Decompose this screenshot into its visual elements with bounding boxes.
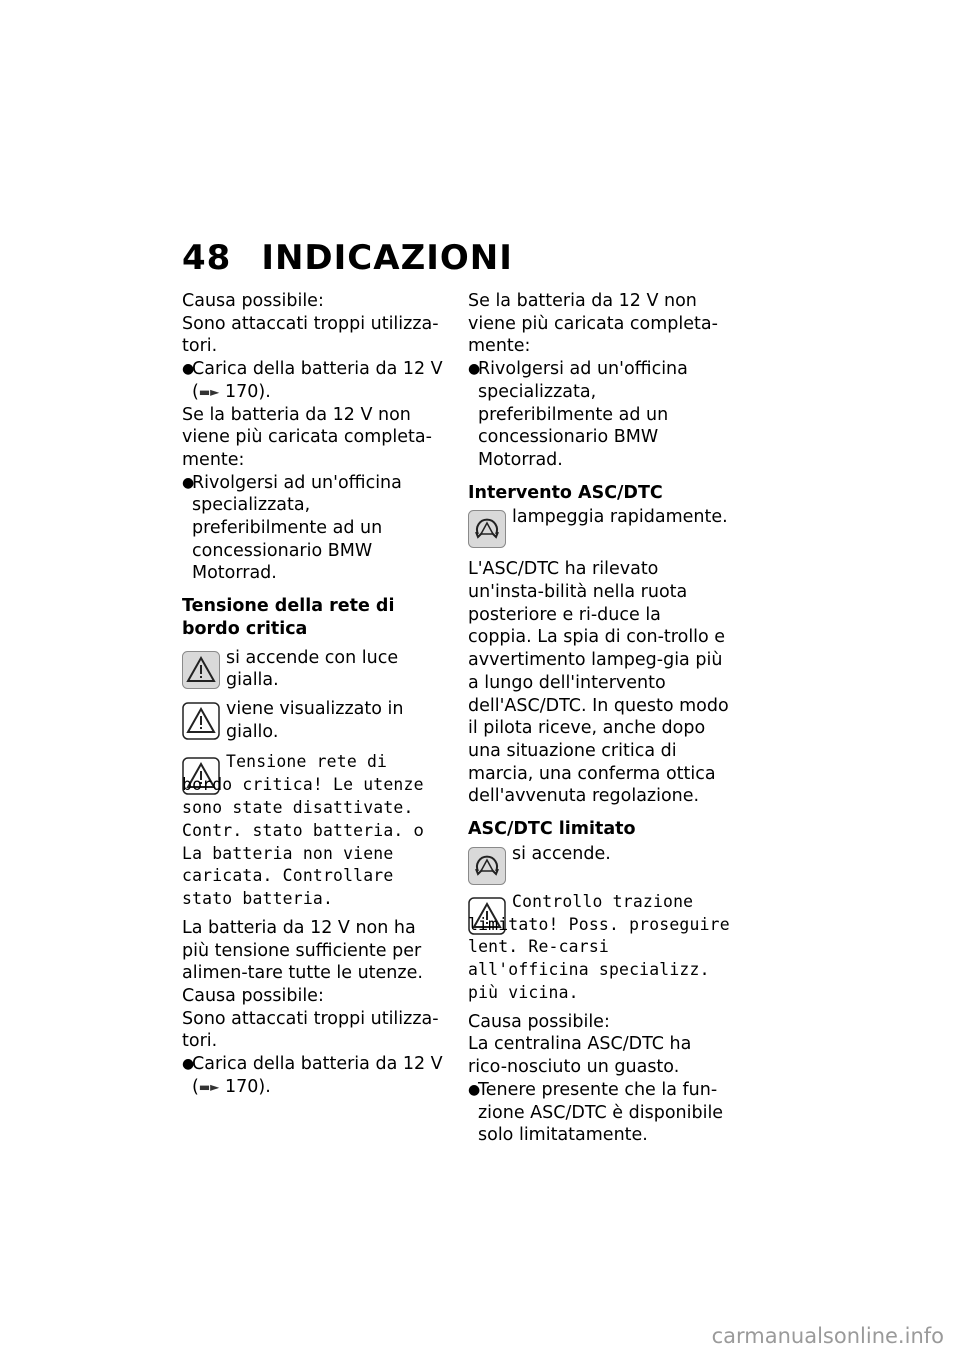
bullet-item: ● Rivolgersi ad un'officina specializzata, preferibilmente ad un concessionario BMW Motorrad. [182, 472, 444, 586]
reference-arrow-icon: ▬► [198, 1079, 220, 1094]
cause-label: Causa possibile: [182, 986, 324, 1007]
indicator-row [468, 506, 730, 548]
bullet-text: Rivolgersi ad un'officina specializzata, preferibilmente ad un concessionario BMW Motorrad. [478, 359, 688, 470]
explanation-text: L'ASC/DTC ha rilevato un'insta-bilità nella ruota posteriore e ri-duce la coppia. La spia di con-trollo e avvertimento lampeg-gia più a lungo dell'intervento dell'ASC/DTC. In questo modo il pilota riceve, anche dopo una situazione critica di marcia, una conferma ottica dell'avvenuta regolazione. [468, 559, 729, 807]
warning-triangle-filled-icon [182, 651, 220, 689]
bullet-item: ● Carica della batteria da 12 V (▬► 170). [182, 359, 443, 402]
cause-text: Sono attaccati troppi utilizza-tori. [182, 1008, 439, 1052]
bullet-text: Carica della batteria da 12 V [192, 1054, 443, 1075]
bullet-text: Carica della batteria da 12 V [192, 359, 443, 380]
condition-text: Se la batteria da 12 V non viene più caricata completa-mente: [468, 291, 718, 357]
message-part-2: La batteria non viene caricata. Controllare stato batteria. [182, 843, 394, 909]
indicator-text: viene visualizzato in giallo. [226, 698, 404, 742]
page-header [182, 238, 513, 278]
section-heading: Intervento ASC/DTC [468, 482, 663, 503]
indicator-text: lampeggia rapidamente. [512, 507, 728, 528]
cause-label: Causa possibile: [182, 291, 324, 311]
indicator-text: si accende. [512, 843, 611, 864]
page-title: INDICAZIONI [261, 238, 513, 278]
cause-text: La centralina ASC/DTC ha rico-nosciuto un guasto. [468, 1034, 692, 1078]
section-heading: ASC/DTC limitato [468, 819, 636, 840]
reference-arrow-icon: ▬► [198, 384, 220, 399]
bullet-text: Rivolgersi ad un'officina specializzata, preferibilmente ad un concessionario BMW Motorrad. [192, 472, 402, 584]
asc-dtc-circle-arrows-icon [468, 847, 506, 885]
page-reference: 170). [224, 381, 271, 402]
cause-text: Sono attaccati troppi utilizza-tori. [182, 313, 439, 357]
warning-triangle-outline-icon [182, 702, 220, 740]
indicator-row [182, 647, 444, 692]
bullet-item: ● Tenere presente che la fun-zione ASC/DTC è disponibile solo limitatamente. [468, 1079, 730, 1147]
indicator-row [182, 698, 444, 743]
indicator-row [468, 843, 730, 885]
cause-label: Causa possibile: [468, 1011, 610, 1032]
condition-text: Se la batteria da 12 V non viene più caricata completa-mente: [182, 404, 432, 470]
section-heading: Tensione della rete di bordo critica [182, 596, 395, 639]
display-message [182, 751, 444, 911]
explanation-text: La batteria da 12 V non ha più tensione sufficiente per alimen-tare tutte le utenze. [182, 917, 423, 984]
page-number: 48 [182, 238, 232, 278]
bullet-text: Tenere presente che la fun-zione ASC/DTC è disponibile solo limitatamente. [478, 1079, 724, 1146]
bullet-item: ● Rivolgersi ad un'officina specializzata, preferibilmente ad un concessionario BMW Motorrad. [468, 358, 730, 472]
indicator-text: si accende con luce gialla. [226, 647, 399, 691]
right-column [468, 290, 730, 1147]
asc-dtc-circle-arrows-icon [468, 510, 506, 548]
watermark: carmanualsonline.info [711, 1324, 944, 1348]
display-message: Controllo trazione limitato! Poss. proseguire lent. Re-carsi all'officina specializz. più vicina. [468, 891, 730, 1002]
message-or: o [413, 820, 424, 840]
message-part-1: Tensione rete di bordo critica! Le utenze sono state disattivate. Contr. stato batteria. [182, 752, 424, 840]
left-column [182, 290, 444, 1099]
bullet-item: ● Carica della batteria da 12 V (▬► 170). [182, 1054, 443, 1097]
page-reference: 170). [224, 1076, 271, 1097]
